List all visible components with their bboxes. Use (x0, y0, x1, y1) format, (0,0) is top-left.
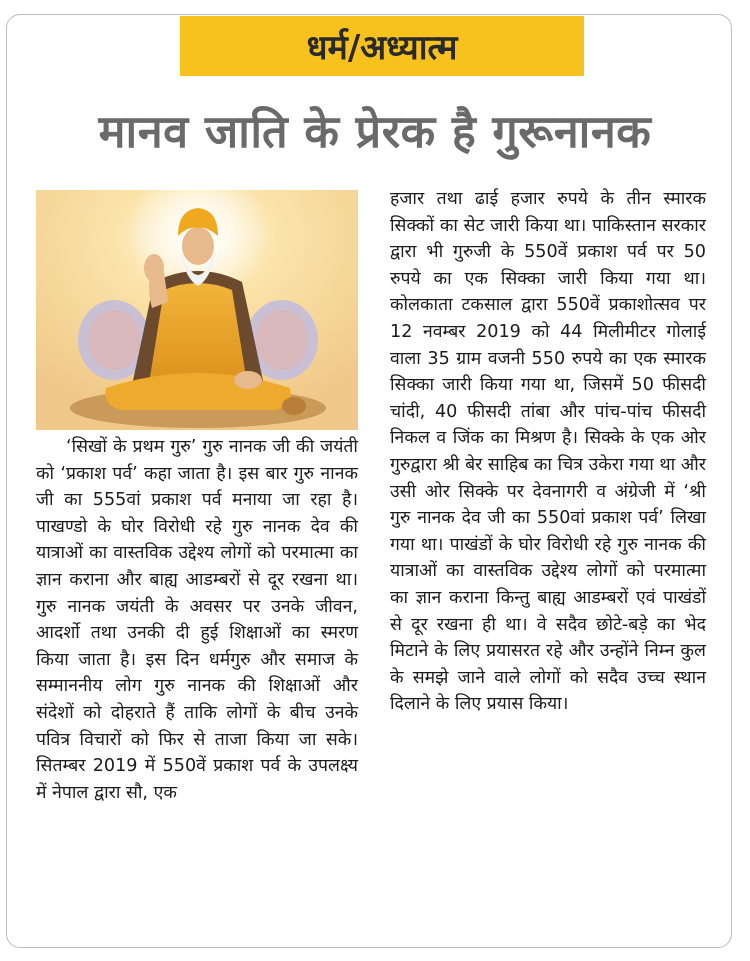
article-headline: मानव जाति के प्रेरक है गुरूनानक (98, 105, 652, 158)
guru-nanak-portrait (36, 190, 358, 430)
article-body-right: हजार तथा ढाई हजार रुपये के तीन स्मारक सिक्कों का सेट जारी किया था। पाकिस्तान सरकार द्वारा भी गुरुजी के 550वें प्रकाश पर्व पर 50 रुपये का एक सिक्का जारी किया गया था। कोलकाता टकसाल द्वारा 550वें प्रकाशोत्सव पर 12 नवम्बर 2019 को 44 मिलीमीटर गोलाई वाला 35 ग्राम वजनी 550 रुपये का एक स्मारक सिक्का जारी किया गया था, जिसमें 50 फीसदी चांदी, 40 फीसदी तांबा और पांच-पांच फीसदी निकल व जिंक का मिश्रण है। सिक्के के एक ओर गुरुद्वारा श्री बेर साहिब का चित्र उकेरा गया था और उसी ओर सिक्के पर देवनागरी व अंग्रेजी में ‘श्री गुरु नानक देव जी का 550वां प्रकाश पर्व’ लिखा गया था। पाखंडों के घोर विरोधी रहे गुरु नानक की यात्राओं का वास्तविक उद्देश्य लोगों को परमात्मा का ज्ञान कराना किन्तु बाह्य आडम्बरों एवं पाखंडों से दूर रखना ही था। वे सदैव छोटे-बड़े का भेद मिटाने के लिए प्रयासरत रहे और उन्होंने निम्न कुल के समझे जाने वाले लोगों को सदैव उच्च स्थान दिलाने के लिए प्रयास किया। (390, 189, 706, 715)
section-banner: धर्म/अध्यात्म (180, 16, 584, 76)
article-body-left: ‘सिखों के प्रथम गुरु’ गुरु नानक जी की जयंती को ‘प्रकाश पर्व’ कहा जाता है। इस बार गुरु नानक जी का 555वां प्रकाश पर्व मनाया जा रहा है। पाखण्डो के घोर विरोधी रहे गुरु नानक देव की यात्राओं का वास्तविक उद्देश्य लोगों को परमात्मा का ज्ञान कराना और बाह्य आडम्बरों से दूर रखना था। गुरु नानक जयंती के अवसर पर उनके जीवन, आदर्शो तथा उनकी दी हुई शिक्षाओं का स्मरण किया जाता है। इस दिन धर्मगुरु और समाज के सम्माननीय लोग गुरु नानक की शिक्षाओं और संदेशों को दोहराते हैं ताकि लोगों के बीच उनके पवित्र विचारों को फिर से ताजा किया जा सके।सितम्बर 2019 में 550वें प्रकाश पर्व के उपलक्ष्य में नेपाल द्वारा सौ, एक (36, 437, 358, 803)
